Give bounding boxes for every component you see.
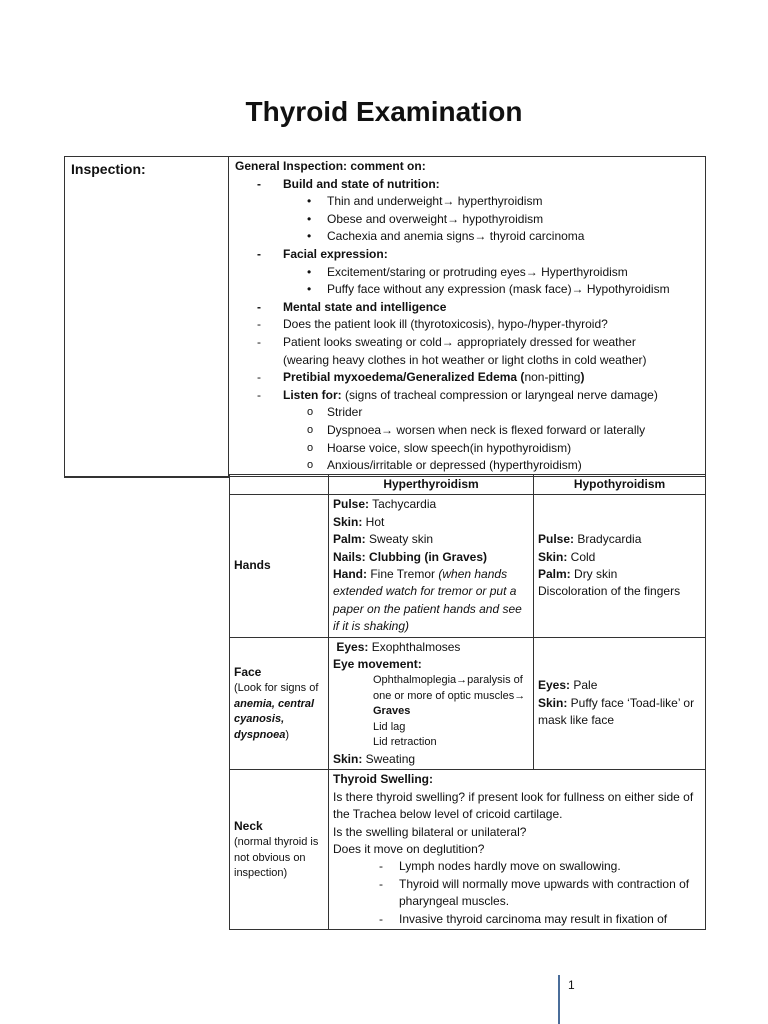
eyes-key: Eyes: <box>336 639 369 654</box>
pulse-value: Bradycardia <box>574 532 642 547</box>
skin-value: Hot <box>362 514 385 529</box>
pretibial-bold: Pretibial myxoedema/Generalized Edema ( <box>283 370 525 385</box>
list-item: • Puffy face without any expression (mask face)→ Hypothyroidism <box>235 281 705 299</box>
hands-hyper <box>329 495 534 637</box>
palm-value: Dry skin <box>570 567 618 582</box>
skin-key: Skin: <box>333 751 363 766</box>
eyes-key: Eyes: <box>538 678 571 693</box>
hands-hypo <box>534 495 706 637</box>
face-hyper <box>329 637 534 770</box>
mental-state: - Mental state and intelligence <box>235 299 705 317</box>
comparison-table <box>229 474 706 930</box>
face-label: Face <box>234 664 262 679</box>
table-row <box>230 495 706 637</box>
eyes-value: Pale <box>570 678 598 693</box>
list-item: o Strider <box>235 404 705 422</box>
face-label-cell <box>230 637 329 770</box>
hyper-header: Hyperthyroidism <box>329 475 534 495</box>
page-number-rule <box>558 975 560 1024</box>
look-ill: - Does the patient look ill (thyrotoxicosis), hypo-/hyper-thyroid? <box>235 316 705 334</box>
list-item: o Anxious/irritable or depressed (hyperthyroidism) <box>235 457 705 475</box>
build-label: - Build and state of nutrition: <box>235 176 705 194</box>
neck-content <box>329 770 706 930</box>
skin-key: Skin: <box>333 514 363 529</box>
skin-key: Skin: <box>538 695 568 710</box>
neck-label-cell <box>230 770 329 930</box>
neck-q2: Is the swelling bilateral or unilateral? <box>333 824 527 839</box>
general-heading: General Inspection: comment on: <box>235 159 426 173</box>
ophthalmoplegia <box>333 673 529 720</box>
skin-value: Puffy face ‘Toad-like’ or mask like face <box>538 695 695 728</box>
pulse-value: Tachycardia <box>369 497 437 512</box>
eye-movement: Eye movement: <box>333 657 422 672</box>
list-item: • Thin and underweight→ hyperthyroidism <box>235 193 705 211</box>
page-title: Thyroid Examination <box>245 96 523 127</box>
pulse-key: Pulse: <box>333 497 370 512</box>
skin-value: Cold <box>567 549 596 564</box>
table-row <box>230 770 706 930</box>
sweating-b: (wearing heavy clothes in hot weather or light cloths in cold weather) <box>283 352 647 367</box>
face-note-a: (Look for signs of <box>234 682 319 695</box>
list-item: - Invasive thyroid carcinoma may result in fixation of <box>333 911 701 928</box>
skin-value: Sweating <box>362 751 416 766</box>
face-note-c: ) <box>285 728 290 741</box>
listen-normal: (signs of tracheal compression or laryngeal nerve damage) <box>341 387 658 402</box>
ophth-text: Ophthalmoplegia→paralysis of one or more of optic muscles→ <box>373 674 526 702</box>
neck-q3: Does it move on deglutition? <box>333 842 485 856</box>
nails-key: Nails: <box>333 549 366 564</box>
list-item: o Hoarse voice, slow speech(in hypothyroidism) <box>235 440 705 458</box>
nails-value: Clubbing (in Graves) <box>365 549 488 564</box>
neck-q1: Is there thyroid swelling? if present look for fullness on either side of the Trachea below level of cricoid cartilage. <box>333 789 694 822</box>
listen-line <box>235 387 705 405</box>
neck-note: (normal thyroid is not obvious on inspection) <box>234 836 319 880</box>
hands-label: Hands <box>230 495 329 637</box>
facial-label: - Facial expression: <box>235 246 705 264</box>
pulse-key: Pulse: <box>538 532 575 547</box>
sweating-line <box>235 334 705 369</box>
neck-label: Neck <box>234 818 263 833</box>
inspection-label: Inspection: <box>65 157 229 477</box>
graves-text: Graves <box>373 705 411 718</box>
hypo-header: Hypothyroidism <box>534 475 706 495</box>
skin-key: Skin: <box>538 549 568 564</box>
pretibial-end: ) <box>580 370 585 385</box>
hand-key: Hand: <box>333 567 367 582</box>
discoloration: Discoloration of the fingers <box>538 584 681 599</box>
lid-retraction: Lid retraction <box>373 736 437 749</box>
palm-key: Palm: <box>538 567 571 582</box>
list-item: o Dyspnoea→ worsen when neck is flexed forward or laterally <box>235 422 705 440</box>
list-item: - Thyroid will normally move upwards with contraction of pharyngeal muscles. <box>333 876 701 911</box>
face-hypo <box>534 637 706 770</box>
pretibial-normal: non-pitting <box>524 370 581 385</box>
hand-note: (when hands extended watch for tremor or put a paper on the patient hands and see if it is shaking) <box>333 567 522 634</box>
pretibial-line <box>235 369 705 387</box>
palm-value: Sweaty skin <box>365 532 434 547</box>
blank-header <box>230 475 329 495</box>
list-item: • Excitement/staring or protruding eyes→ Hyperthyroidism <box>235 264 705 282</box>
face-note-b: anemia, central cyanosis, dyspnoea <box>234 697 315 741</box>
list-item: - Lymph nodes hardly move on swallowing. <box>333 858 701 875</box>
sweating-a: Patient looks sweating or cold→ appropriately dressed for weather <box>283 334 636 349</box>
list-item: • Cachexia and anemia signs→ thyroid carcinoma <box>235 228 705 246</box>
face-note <box>234 681 324 743</box>
lid-lag: Lid lag <box>373 720 406 733</box>
page-number: 1 <box>568 978 575 992</box>
thyroid-swelling: Thyroid Swelling: <box>333 772 434 787</box>
general-inspection-cell <box>229 157 706 477</box>
table-row <box>230 637 706 770</box>
eyes-value: Exophthalmoses <box>368 639 461 654</box>
listen-bold: Listen for: <box>283 387 342 402</box>
palm-key: Palm: <box>333 532 366 547</box>
list-item: • Obese and overweight→ hypothyroidism <box>235 211 705 229</box>
hand-value: Fine Tremor <box>367 567 439 582</box>
examination-table <box>64 156 706 478</box>
